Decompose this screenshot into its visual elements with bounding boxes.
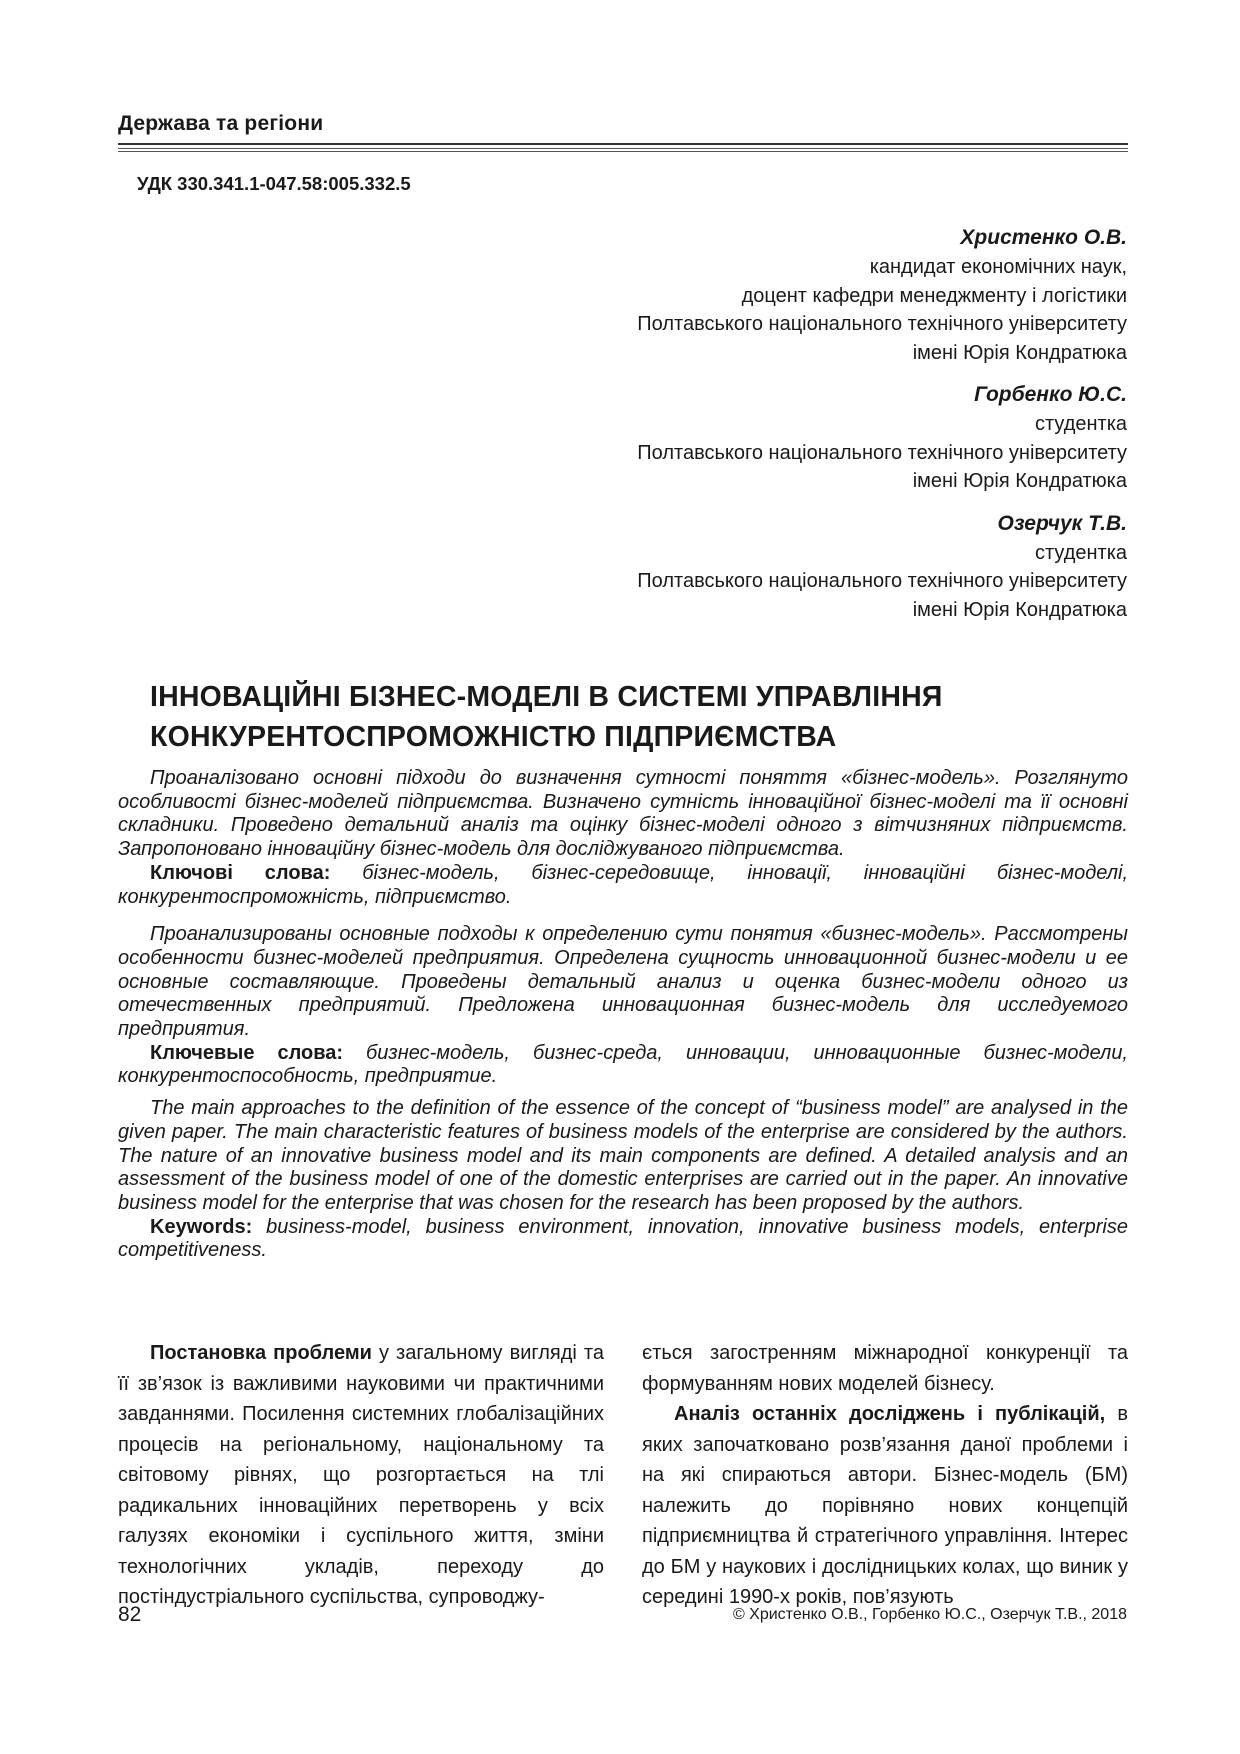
author-entry	[427, 508, 1127, 625]
author-affiliation-line: доцент кафедри менеджменту і логістики	[741, 284, 1127, 307]
article-title-line: КОНКУРЕНТОСПРОМОЖНІСТЮ ПІДПРИЄМСТВА	[150, 721, 837, 753]
author-affiliation-line: імені Юрія Кондратюка	[912, 470, 1127, 492]
abstract-english: The main approaches to the definition of the essence of the concept of “business model” are analysed in the given paper. The main characteristic features of business models of the enterprise are considered by the authors. The nature of an innovative business model and its main components are defined. A detailed analysis and an assessment of the business model of one of the domestic enterprises are carried out in the paper. An innovative business model for the enterprise that was chosen for the research has been proposed by the authors.	[118, 1097, 1128, 1214]
header-rule	[118, 151, 1128, 152]
author-affiliation-line: кандидат економічних наук,	[869, 256, 1127, 278]
keywords-english	[118, 1216, 1128, 1263]
abstract-ukrainian: Проаналізовано основні підходи до визначення сутності поняття «бізнес-модель». Розглянуто особливості бізнес-моделей підприємства. Визначено сутність інноваційної бізнес-моделі та її основні складники. Проведено детальний аналіз та оцінку бізнес-моделі одного з вітчизняних підприємств. Запропоновано інноваційну бізнес-модель для досліджуваного підприємства.	[118, 767, 1128, 861]
author-affiliation-line: Полтавського національного технічного університету	[637, 441, 1127, 464]
body-column-right	[642, 1338, 1128, 1613]
body-paragraph	[642, 1399, 1128, 1613]
article-title	[150, 677, 1110, 757]
author-name: Озерчук Т.В.	[997, 511, 1127, 535]
paragraph-text: у загальному вигляді та її зв’язок із важливими науковими чи практичними завданнями. Посилення системних глобалізаційних процесів на регіональному, національному та світовому рівнях, що розгортається на тлі радикальних інноваційних перетворень у всіх галузях економіки і суспільного життя, зміни технологічних укладів, переходу до постіндустріального суспільства, супроводжу-	[118, 1342, 604, 1608]
author-affiliation-line: студентка	[1034, 541, 1127, 564]
keywords-label: Ключевые слова:	[150, 1041, 344, 1064]
author-name: Горбенко Ю.С.	[974, 383, 1127, 406]
keywords-label: Ключові слова:	[150, 861, 331, 884]
abstract-russian: Проанализированы основные подходы к определению сути понятия «бизнес-модель». Рассмотрены особенности бизнес-моделей предприятия. Определена сущность инновационной бизнес-модели и ее основные составляющие. Проведены детальный анализ и оценка бизнес-модели одного из отечественных предприятий. Предложена инновационная бизнес-модель для исследуемого предприятия.	[118, 923, 1128, 1041]
paragraph-text: в яких започатковано розв’язання даної проблеми і на які спираються автори. Бізнес-модель (БМ) належить до порівняно нових концепцій підприємництва й стратегічного управління. Інтерес до БМ у наукових і дослідницьких колах, що виник у середині 1990-х років, пов’язують	[642, 1403, 1128, 1608]
keywords-text: бизнес-модель, бизнес-среда, инновации, инновационные бизнес-модели, конкурентоспособность, предприятие.	[118, 1041, 1128, 1088]
author-affiliation-line: імені Юрія Кондратюка	[912, 341, 1127, 364]
keywords-text: business-model, business environment, innovation, innovative business models, enterprise competitiveness.	[118, 1215, 1128, 1262]
author-block	[427, 222, 1127, 636]
author-affiliation-line: імені Юрія Кондратюка	[912, 598, 1127, 621]
paragraph-lead-in: Постановка проблеми	[150, 1342, 372, 1364]
keywords-russian	[118, 1042, 1128, 1089]
keywords-text: бізнес-модель, бізнес-середовище, інновації, інноваційні бізнес-моделі, конкурентоспроможність, підприємство.	[118, 861, 1129, 908]
journal-section-heading: Держава та регіони	[118, 112, 324, 135]
keywords-label: Keywords:	[150, 1215, 253, 1238]
article-title-line: ІННОВАЦІЙНІ БІЗНЕС-МОДЕЛІ В СИСТЕМІ УПРАВЛІННЯ	[150, 681, 943, 713]
paragraph-lead-in: Аналіз останніх досліджень і публікацій,	[674, 1403, 1106, 1425]
author-affiliation-line: Полтавського національного технічного університету	[637, 313, 1127, 335]
udk-code: УДК 330.341.1-047.58:005.332.5	[137, 173, 411, 194]
header-rule	[118, 143, 1128, 145]
author-affiliation-line: Полтавського національного технічного університету	[637, 570, 1127, 592]
abstracts	[118, 767, 1128, 1263]
author-affiliation-line: студентка	[1034, 413, 1127, 435]
keywords-ukrainian	[118, 862, 1128, 909]
header-rule	[118, 148, 1128, 149]
body-paragraph-continued: ється загостренням міжнародної конкуренції та формуванням нових моделей бізнесу.	[642, 1342, 1128, 1395]
page-number: 82	[118, 1603, 142, 1626]
author-entry	[427, 379, 1127, 496]
body-column-left	[118, 1338, 604, 1613]
author-name: Христенко О.В.	[960, 226, 1127, 249]
author-entry	[427, 222, 1127, 367]
body-paragraph	[118, 1338, 604, 1613]
copyright-notice: © Христенко О.В., Горбенко Ю.С., Озерчук Т.В., 2018	[732, 1606, 1127, 1623]
